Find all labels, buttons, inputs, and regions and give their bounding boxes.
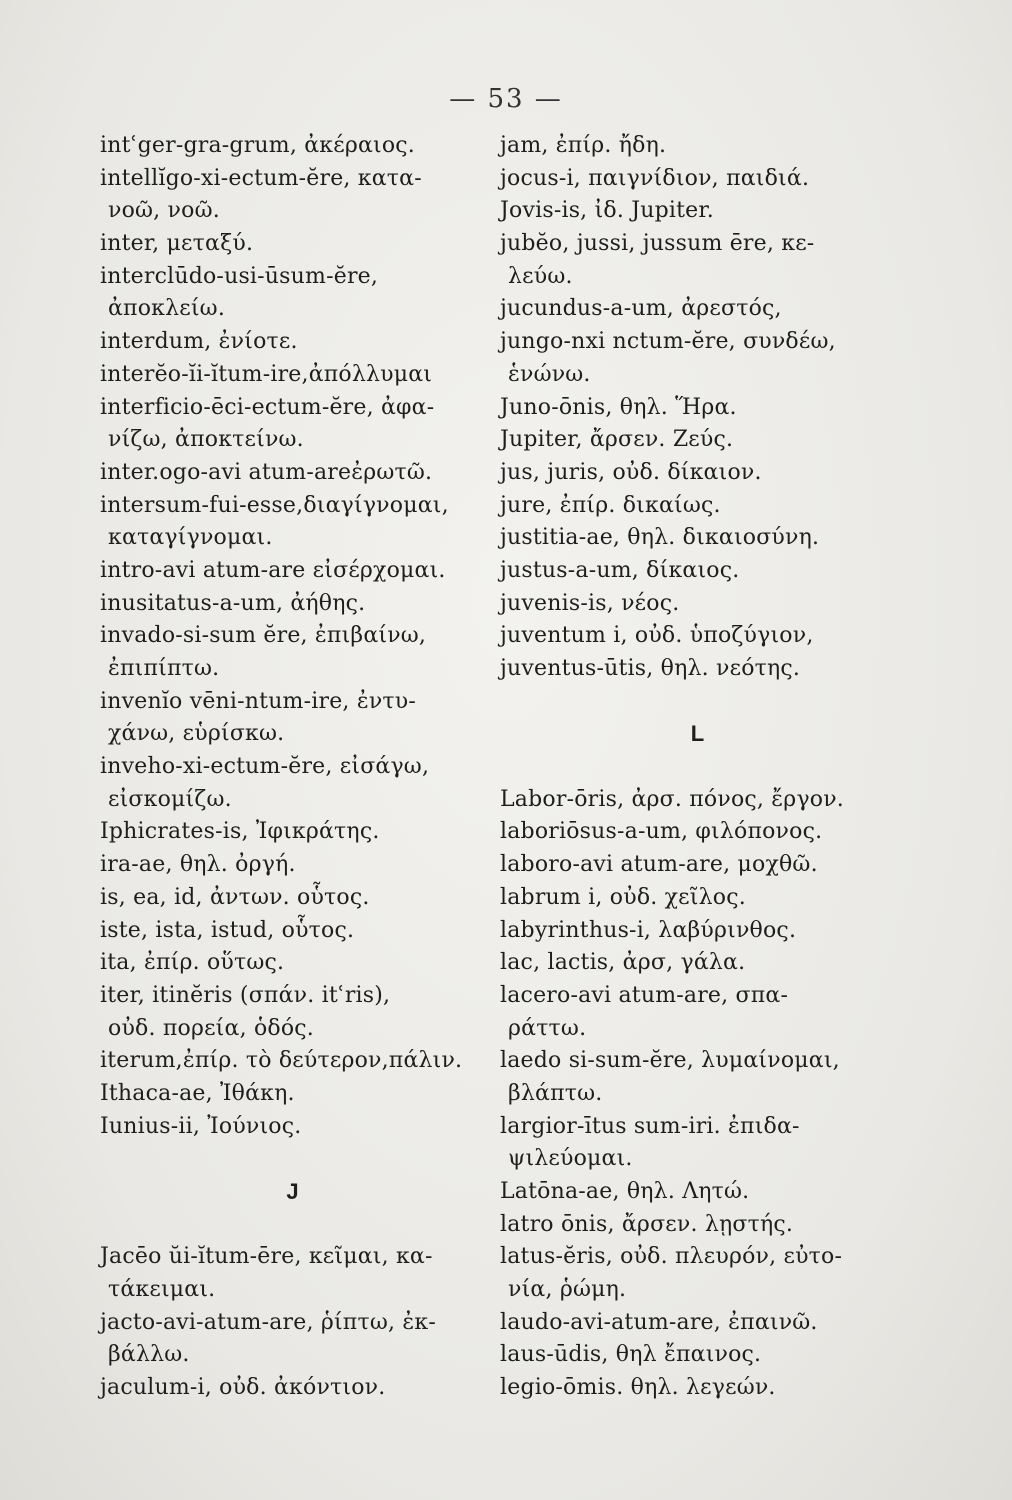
dictionary-entry: juventum i, οὐδ. ὑποζύγιον, <box>500 623 814 649</box>
entry-continuation: ψιλεύομαι. <box>508 1146 633 1172</box>
letter-heading: L <box>690 721 705 747</box>
dictionary-entry: juventus-ūtis, θηλ. νεότης. <box>500 656 801 681</box>
dictionary-entry: jam, ἐπίρ. ἤδη. <box>500 133 667 158</box>
dictionary-entry: Jacēo ŭi-ĭtum-ēre, κεῖμαι, κα- <box>100 1244 433 1270</box>
dictionary-entry: laboro-avi atum-are, μοχθῶ. <box>500 852 818 878</box>
dictionary-entry: laus-ūdis, θηλ ἔπαινος. <box>500 1342 762 1368</box>
entry-continuation: ράττω. <box>508 1015 587 1041</box>
dictionary-entry: jus, juris, οὐδ. δίκαιον. <box>500 459 762 485</box>
dictionary-entry: labrum i, οὐδ. χεῖλος. <box>500 884 746 910</box>
dictionary-entry: jaculum-i, οὐδ. ἀκόντιον. <box>100 1375 386 1401</box>
dictionary-entry: jacto-avi-atum-are, ῥίπτω, ἐκ- <box>100 1309 436 1335</box>
dictionary-entry: jocus-i, παιγνίδιον, παιδιά. <box>500 165 810 191</box>
dictionary-entry: intellĭgo-xi-ectum-ĕre, κατα- <box>100 165 422 191</box>
dictionary-entry: interĕo-ĭi-ĭtum-ire,ἀπόλλυμαι <box>100 361 433 387</box>
letter-heading: J <box>286 1179 299 1204</box>
dictionary-entry: justitia-ae, θηλ. δικαιοσύνη. <box>500 525 820 551</box>
dictionary-entry: lacero-avi atum-are, σπα- <box>500 982 789 1008</box>
dictionary-entry: is, ea, id, ἀντων. οὗτος. <box>100 884 370 910</box>
dictionary-entry: iter, itinĕris (σπάν. itʿris), <box>100 982 391 1008</box>
dictionary-entry: jubĕo, jussi, jussum ēre, κε- <box>500 231 815 257</box>
entry-continuation: τάκειμαι. <box>108 1277 216 1303</box>
entry-continuation: χάνω, εὑρίσκω. <box>108 721 285 747</box>
dictionary-entry: iste, ista, istud, οὗτος. <box>100 917 355 943</box>
dictionary-entry: Ithaca-ae, Ἰθάκη. <box>100 1080 295 1106</box>
dictionary-entry: laudo-avi-atum-are, ἐπαινῶ. <box>500 1309 818 1335</box>
entry-continuation: ἑνώνω. <box>508 361 591 387</box>
dictionary-entry: inveho-xi-ectum-ĕre, εἰσάγω, <box>100 754 430 780</box>
dictionary-entry: jungo-nxi nctum-ĕre, συνδέω, <box>500 329 836 355</box>
dictionary-entry: laedo si-sum-ĕre, λυμαίνομαι, <box>500 1048 840 1074</box>
dictionary-entry: Latōna-ae, θηλ. Λητώ. <box>500 1179 750 1204</box>
dictionary-entry: intro-avi atum-are εἰσέρχομαι. <box>100 557 446 583</box>
dictionary-entry: Iphicrates-is, Ἰφικράτης. <box>100 819 380 845</box>
dictionary-entry: inusitatus-a-um, ἀήθης. <box>100 590 366 616</box>
dictionary-entry: interdum, ἐνίοτε. <box>100 329 298 355</box>
spacer <box>500 751 895 784</box>
entry-continuation: οὐδ. πορεία, ὁδός. <box>108 1015 315 1041</box>
dictionary-entry: iterum,ἐπίρ. τὸ δεύτερον,πάλιν. <box>100 1048 463 1074</box>
dictionary-entry: jucundus-a-um, ἀρεστός, <box>500 296 782 322</box>
right-column <box>500 130 895 1405</box>
dictionary-entry: jure, ἐπίρ. δικαίως. <box>500 492 721 518</box>
dictionary-entry: largior-ītus sum-iri. ἐπιδα- <box>500 1113 800 1139</box>
dictionary-entry: justus-a-um, δίκαιος. <box>500 557 740 583</box>
dictionary-entry: juvenis-is, νέος. <box>500 590 680 616</box>
dictionary-entry: intʿger-gra-grum, ἀκέραιος. <box>100 133 416 158</box>
entry-continuation: ἀποκλείω. <box>108 296 226 322</box>
dictionary-entry: laboriōsus-a-um, φιλόπονος. <box>500 819 823 845</box>
dictionary-entry: legio-ōmis. θηλ. λεγεών. <box>500 1375 776 1401</box>
entry-continuation: καταγίγνομαι. <box>108 525 273 551</box>
dictionary-entry: Jovis-is, ἰδ. Jupiter. <box>500 198 714 224</box>
entry-continuation: βάλλω. <box>108 1342 190 1368</box>
dictionary-entry: Juno-ōnis, θηλ. Ἥρα. <box>500 394 737 420</box>
dictionary-entry: Iunius-ii, Ἰούνιος. <box>100 1113 302 1139</box>
spacer <box>100 1143 485 1176</box>
dictionary-entry: ita, ἐπίρ. οὕτως. <box>100 950 285 976</box>
entry-continuation: νοῶ, νοῶ. <box>108 198 220 224</box>
spacer <box>100 1209 485 1242</box>
dictionary-entry: interficio-ēci-ectum-ĕre, ἀφα- <box>100 394 435 420</box>
entry-continuation: ἐπιπίπτω. <box>108 656 220 681</box>
entry-continuation: λεύω. <box>508 263 573 289</box>
dictionary-entry: latus-ĕris, οὐδ. πλευρόν, εὐτο- <box>500 1244 843 1270</box>
page-number: — 53 — <box>449 84 563 114</box>
left-column <box>100 130 485 1405</box>
dictionary-entry: labyrinthus-i, λαβύρινθος. <box>500 917 797 943</box>
dictionary-entry: inter, μεταξύ. <box>100 231 254 257</box>
dictionary-entry: inter.ogo-avi atum-areἐρωτῶ. <box>100 459 433 485</box>
dictionary-entry: invenĭo vēni-ntum-ire, ἐντυ- <box>100 688 416 714</box>
dictionary-entry: ira-ae, θηλ. ὀργή. <box>100 852 296 878</box>
entry-continuation: νία, ῥώμη. <box>508 1277 627 1303</box>
spacer <box>500 686 895 719</box>
entry-continuation: εἰσκομίζω. <box>108 786 232 812</box>
dictionary-entry: intersum-fui-esse,διαγίγνομαι, <box>100 492 449 518</box>
dictionary-entry: Labor-ōris, ἀρσ. πόνος, ἔργον. <box>500 786 845 812</box>
dictionary-entry: latro ōnis, ἄρσεν. λῃστής. <box>500 1211 794 1237</box>
entry-continuation: νίζω, ἀποκτείνω. <box>108 427 304 453</box>
dictionary-entry: Jupiter, ἄρσεν. Ζεύς. <box>500 427 734 453</box>
dictionary-entry: lac, lactis, ἀρσ, γάλα. <box>500 950 746 976</box>
dictionary-entry: invado-si-sum ĕre, ἐπιβαίνω, <box>100 623 427 649</box>
entry-continuation: βλάπτω. <box>508 1080 603 1106</box>
dictionary-entry: interclūdo-usi-ūsum-ĕre, <box>100 263 379 289</box>
